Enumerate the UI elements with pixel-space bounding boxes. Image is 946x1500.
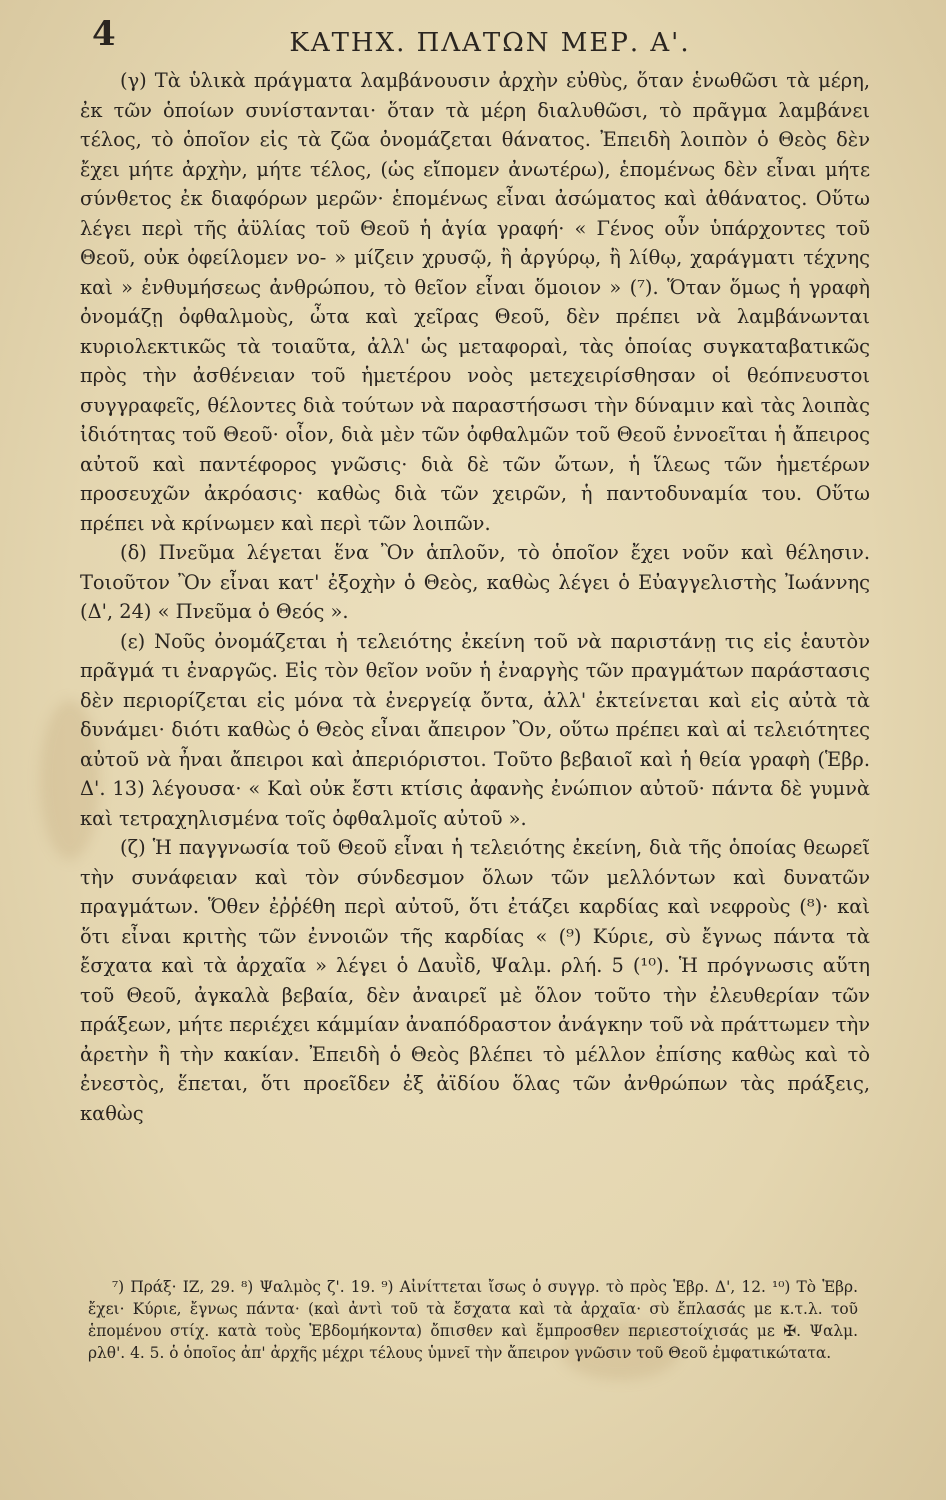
running-title: ΚΑΤΗΧ. ΠΛΑΤΩΝ ΜΕΡ. Α'. bbox=[289, 28, 691, 58]
paragraph-zeta: (ζ) Ἡ παγγνωσία τοῦ Θεοῦ εἶναι ἡ τελειότης ἐκείνη, διὰ τῆς ὁποίας θεωρεῖ τὴν συνάφειαν καὶ τὸν σύνδεσμον ὅλων τῶν μελλόντων καὶ δυνατῶν πραγμάτων. Ὅθεν ἐῤῥέθη περὶ αὐτοῦ, ὅτι ἐτάζει καρδίας καὶ νεφροὺς (⁸)· καὶ ὅτι εἶναι κριτὴς τῶν ἐννοιῶν τῆς καρδίας « (⁹) Κύριε, σὺ ἔγνως πάντα τὰ ἔσχατα καὶ τὰ ἀρχαῖα » λέγει ὁ Δαυῒδ, Ψαλμ. ρλή. 5 (¹⁰). Ἡ πρόγνωσις αὕτη τοῦ Θεοῦ, ἀγκαλὰ βεβαία, δὲν ἀναιρεῖ μὲ ὅλον τοῦτο τὴν ἐλευθερίαν τῶν πράξεων, μήτε περιέχει κάμμίαν ἀναπόδραστον ἀνάγκην τοῦ νὰ πράττωμεν τὴν ἀρετὴν ἢ τὴν κακίαν. Ἐπειδὴ ὁ Θεὸς βλέπει τὸ μέλλον ἐπίσης καθὼς καὶ τὸ ἐνεστὸς, ἕπεται, ὅτι προεῖδεν ἐξ ἀϊδίου ὅλας τῶν ἀνθρώπων τὰς πράξεις, καθὼς bbox=[80, 836, 870, 1125]
footnote-block: ⁷) Πράξ· ΙΖ, 29. ⁸) Ψαλμὸς ζ'. 19. ⁹) Αἰνίττεται ἴσως ὁ συγγρ. τὸ πρὸς Ἑβρ. Δ', 12. ¹⁰) Τὸ Ἑβρ. ἔχει· Κύριε, ἔγνως πάντα· (καὶ ἀντὶ τοῦ τὰ ἔσχατα καὶ τὰ ἀρχαῖα· σὺ ἔπλασάς με κ.τ.λ. τοῦ ἑπομένου στίχ. κατὰ τοὺς Ἑβδομήκοντα) ὄπισθεν καὶ ἔμπροσθεν περιεστοίχισάς με ✠. Ψαλμ. ρλθ'. 4. 5. ὁ ὁποῖος ἀπ' ἀρχῆς μέχρι τέλους ὑμνεῖ τὴν ἄπειρον γνῶσιν τοῦ Θεοῦ ἐμφατικώτατα. bbox=[88, 1278, 858, 1362]
paragraph-epsilon: (ε) Νοῦς ὀνομάζεται ἡ τελειότης ἐκείνη τοῦ νὰ παριστάνῃ τις εἰς ἑαυτὸν πρᾶγμά τι ἐναργῶς. Εἰς τὸν θεῖον νοῦν ἡ ἐναργὴς τῶν πραγμάτων παράστασις δὲν περιορίζεται εἰς μόνα τὰ ἐνεργείᾳ ὄντα, ἀλλ' ἐκτείνεται καὶ εἰς αὐτὰ τὰ δυνάμει· διότι καθὼς ὁ Θεὸς εἶναι ἄπειρον Ὂν, οὕτω πρέπει καὶ αἱ τελειότητες αὐτοῦ νὰ ἦναι ἄπειροι καὶ ἀπεριόριστοι. Τοῦτο βεβαιοῖ καὶ ἡ θεία γραφὴ (Ἑβρ. Δ'. 13) λέγουσα· « Καὶ οὐκ ἔστι κτίσις ἀφανὴς ἐνώπιον αὐτοῦ· πάντα δὲ γυμνὰ καὶ τετραχηλισμένα τοῖς ὀφθαλμοῖς αὐτοῦ ». bbox=[80, 629, 870, 830]
footnotes bbox=[88, 1276, 858, 1364]
page-number: 4 bbox=[92, 14, 116, 54]
paragraph-gamma: (γ) Τὰ ὑλικὰ πράγματα λαμβάνουσιν ἀρχὴν εὐθὺς, ὅταν ἑνωθῶσι τὰ μέρη, ἐκ τῶν ὁποίων συνίστανται· ὅταν τὰ μέρη διαλυθῶσι, τὸ πρᾶγμα λαμβάνει τέλος, τὸ ὁποῖον εἰς τὰ ζῶα ὀνομάζεται θάνατος. Ἐπειδὴ λοιπὸν ὁ Θεὸς δὲν ἔχει μήτε ἀρχὴν, μήτε τέλος, (ὡς εἴπομεν ἀνωτέρω), ἑπομένως δὲν εἶναι μήτε σύνθετος ἐκ διαφόρων μερῶν· ἑπομένως εἶναι ἀσώματος καὶ ἀθάνατος. Οὕτω λέγει περὶ τῆς ἀϋλίας τοῦ Θεοῦ ἡ ἁγία γραφή· « Γένος οὖν ὑπάρχοντες τοῦ Θεοῦ, οὐκ ὀφείλομεν νο- » μίζειν χρυσῷ, ἢ ἀργύρῳ, ἢ λίθῳ, χαράγματι τέχνης καὶ » ἐνθυμήσεως ἀνθρώπου, τὸ θεῖον εἶναι ὅμοιον » (⁷). Ὅταν ὅμως ἡ γραφὴ ὀνομάζῃ ὀφθαλμοὺς, ὦτα καὶ χεῖρας Θεοῦ, δὲν πρέπει νὰ λαμβάνωνται κυριολεκτικῶς τὰ τοιαῦτα, ἀλλ' ὡς μεταφοραὶ, τὰς ὁποίας συγκαταβατικῶς πρὸς τὴν ἀσθένειαν τοῦ ἡμετέρου νοὸς μετεχειρίσθησαν οἱ θεόπνευστοι συγγραφεῖς, θέλοντες διὰ τούτων νὰ παραστήσωσι τὴν δύναμιν καὶ τὰς λοιπὰς ἰδιότητας τοῦ Θεοῦ· οἷον, διὰ μὲν τῶν ὀφθαλμῶν τοῦ Θεοῦ ἐννοεῖται ἡ ἄπειρος αὐτοῦ καὶ παντέφορος γνῶσις· διὰ δὲ τῶν ὤτων, ἡ ἵλεως τῶν ἡμετέρων προσευχῶν ἀκρόασις· καθὼς διὰ τῶν χειρῶν, ἡ παντοδυναμία του. Οὕτω πρέπει νὰ κρίνωμεν καὶ περὶ τῶν λοιπῶν. bbox=[80, 69, 870, 535]
page-header bbox=[80, 10, 900, 58]
main-text bbox=[80, 66, 870, 1128]
paragraph-delta: (δ) Πνεῦμα λέγεται ἕνα Ὂν ἁπλοῦν, τὸ ὁποῖον ἔχει νοῦν καὶ θέλησιν. Τοιοῦτον Ὂν εἶναι κατ' ἐξοχὴν ὁ Θεὸς, καθὼς λέγει ὁ Εὐαγγελιστὴς Ἰωάννης (Δ', 24) « Πνεῦμα ὁ Θεός ». bbox=[80, 541, 870, 623]
